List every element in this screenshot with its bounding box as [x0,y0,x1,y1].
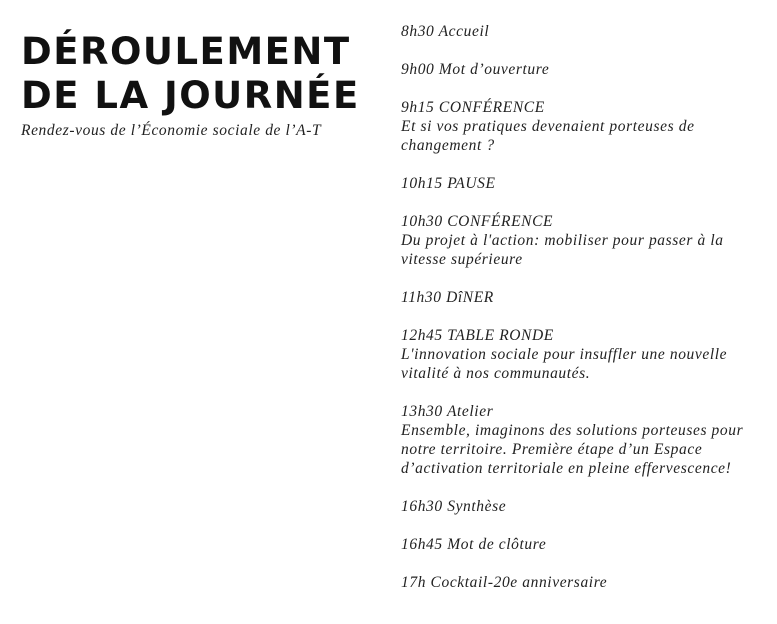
page-title-line-2: DE LA JOURNÉE [21,74,360,117]
schedule-item [401,402,761,478]
schedule-item-title: 12h45 TABLE RONDE [401,327,554,344]
schedule-item [401,288,761,307]
schedule-item-title: 17h Cocktail-20e anniversaire [401,574,608,591]
schedule-item [401,98,761,155]
schedule-item [401,174,761,193]
schedule-item-title: 16h30 Synthèse [401,498,507,515]
schedule-item-description: Et si vos pratiques devenaient porteuses de changement ? [401,118,695,154]
schedule-item [401,60,761,79]
schedule-item-description: Ensemble, imaginons des solutions porteuses pour notre territoire. Première étape d’un Espace d’activation territoriale en pleine effervescence! [401,422,744,477]
schedule-item-title: 10h30 CONFÉRENCE [401,213,554,230]
schedule-item [401,212,761,269]
schedule-item [401,22,761,41]
page-title-line-1: DÉROULEMENT [21,30,351,73]
schedule-item-title: 13h30 Atelier [401,403,494,420]
schedule-item-title: 9h15 CONFÉRENCE [401,99,545,116]
schedule-item [401,326,761,383]
schedule-item-title: 11h30 DîNER [401,289,494,306]
title-block [21,30,386,141]
schedule-item [401,535,761,554]
schedule-item-description: L'innovation sociale pour insuffler une nouvelle vitalité à nos communautés. [401,346,728,382]
schedule-item [401,497,761,516]
page-subtitle: Rendez-vous de l’Économie sociale de l’A-T [21,122,322,139]
schedule-item [401,573,761,592]
schedule-list [401,22,761,611]
schedule-item-title: 9h00 Mot d’ouverture [401,61,550,78]
schedule-item-title: 16h45 Mot de clôture [401,536,547,553]
schedule-item-title: 10h15 PAUSE [401,175,496,192]
schedule-item-description: Du projet à l'action: mobiliser pour passer à la vitesse supérieure [401,232,724,268]
schedule-item-title: 8h30 Accueil [401,23,490,40]
